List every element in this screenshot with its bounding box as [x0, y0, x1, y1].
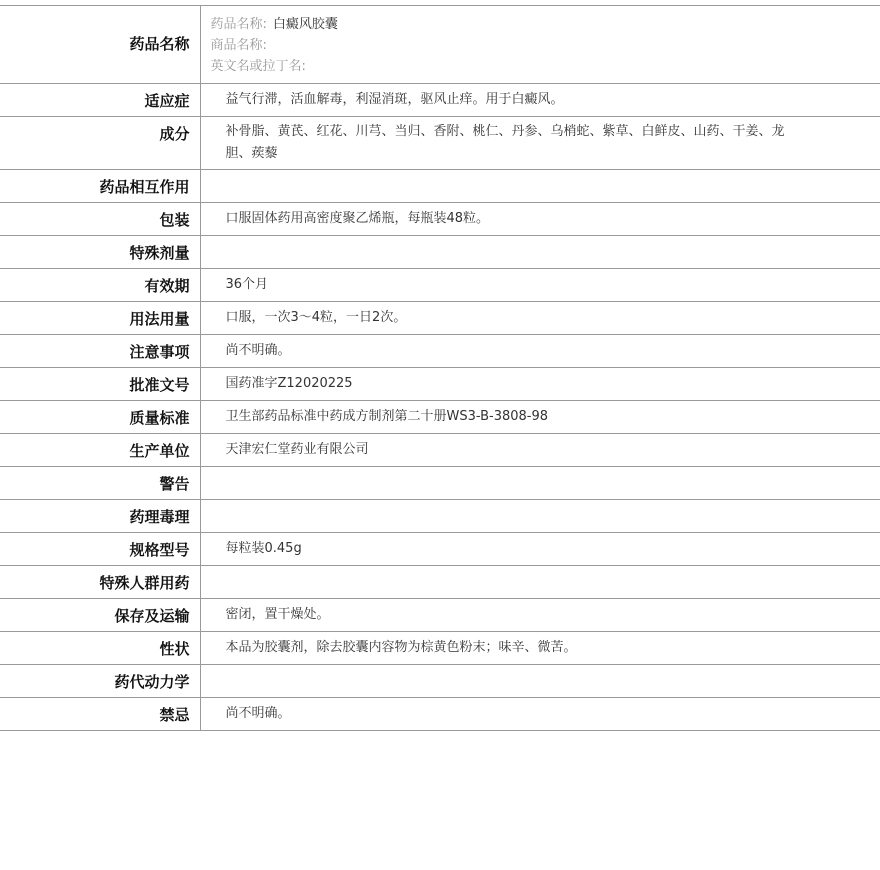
row-value: 国药准字Z12020225: [200, 368, 880, 401]
row-value: 尚不明确。: [200, 698, 880, 731]
row-value: 36个月: [200, 269, 880, 302]
drug-info-table: [0, 5, 880, 731]
english-name-line: [211, 56, 791, 77]
row-label: 注意事项: [0, 335, 200, 368]
row-value: [200, 467, 880, 500]
generic-name-value: 白癜风胶囊: [272, 17, 338, 32]
table-row: [0, 335, 880, 368]
trade-name-line: [211, 35, 791, 56]
drug-info-body: [0, 6, 880, 731]
row-value: 密闭，置干燥处。: [200, 599, 880, 632]
row-value: 口服，一次3～4粒，一日2次。: [200, 302, 880, 335]
row-value: 尚不明确。: [200, 335, 880, 368]
row-value: 天津宏仁堂药业有限公司: [200, 434, 880, 467]
table-row: [0, 698, 880, 731]
row-label: 批准文号: [0, 368, 200, 401]
drug-names-cell: [200, 6, 880, 84]
table-row: [0, 467, 880, 500]
row-label: 性状: [0, 632, 200, 665]
table-row: [0, 533, 880, 566]
table-row: [0, 500, 880, 533]
row-value: [200, 236, 880, 269]
row-label: 生产单位: [0, 434, 200, 467]
row-label: 适应症: [0, 84, 200, 117]
row-label: 保存及运输: [0, 599, 200, 632]
table-row: [0, 170, 880, 203]
table-row: [0, 117, 880, 170]
row-label: 用法用量: [0, 302, 200, 335]
table-row: [0, 84, 880, 117]
row-label: 药理毒理: [0, 500, 200, 533]
row-value: [200, 170, 880, 203]
row-value: [200, 500, 880, 533]
generic-name-line: [211, 14, 791, 35]
table-row: [0, 302, 880, 335]
row-label: 药代动力学: [0, 665, 200, 698]
row-label: 药品相互作用: [0, 170, 200, 203]
row-value: 口服固体药用高密度聚乙烯瓶，每瓶装48粒。: [200, 203, 880, 236]
row-label: 有效期: [0, 269, 200, 302]
table-row: [0, 401, 880, 434]
row-value: 每粒装0.45g: [200, 533, 880, 566]
row-label-drug-names: 药品名称: [0, 6, 200, 84]
row-label: 质量标准: [0, 401, 200, 434]
table-row: [0, 599, 880, 632]
row-value: 本品为胶囊剂，除去胶囊内容物为棕黄色粉末；味辛、微苦。: [200, 632, 880, 665]
table-row: [0, 434, 880, 467]
table-row: [0, 236, 880, 269]
row-label: 包装: [0, 203, 200, 236]
english-name-label: 英文名或拉丁名:: [210, 59, 306, 74]
table-row: [0, 269, 880, 302]
table-row: [0, 566, 880, 599]
row-value: 补骨脂、黄芪、红花、川芎、当归、香附、桃仁、丹参、乌梢蛇、紫草、白鲜皮、山药、干姜、龙胆、蒺藜: [200, 117, 880, 170]
table-row: [0, 665, 880, 698]
row-drug-names: [0, 6, 880, 84]
row-label: 规格型号: [0, 533, 200, 566]
row-label: 特殊人群用药: [0, 566, 200, 599]
row-label: 禁忌: [0, 698, 200, 731]
table-row: [0, 632, 880, 665]
table-row: [0, 203, 880, 236]
table-row: [0, 368, 880, 401]
row-value: 益气行滞，活血解毒，利湿消斑，驱风止痒。用于白癜风。: [200, 84, 880, 117]
trade-name-label: 商品名称:: [210, 38, 267, 53]
row-label: 警告: [0, 467, 200, 500]
row-value: [200, 665, 880, 698]
generic-name-label: 药品名称:: [210, 17, 267, 32]
row-label: 成分: [0, 117, 200, 170]
row-label: 特殊剂量: [0, 236, 200, 269]
row-value: [200, 566, 880, 599]
row-value: 卫生部药品标准中药成方制剂第二十册WS3-B-3808-98: [200, 401, 880, 434]
